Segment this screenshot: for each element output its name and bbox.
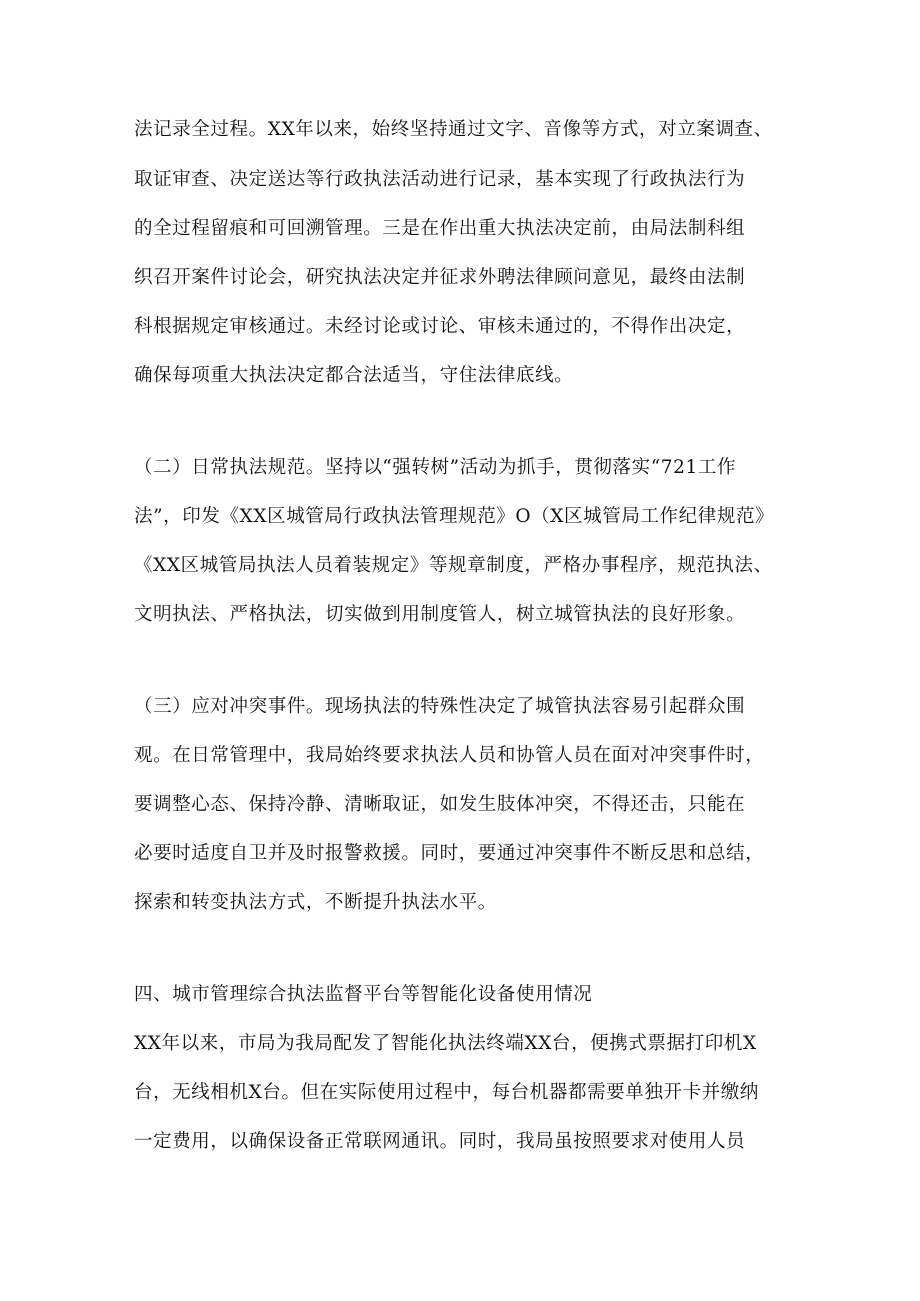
text-line: 观。在日常管理中，我局始终要求执法人员和协管人员在面对冲突事件时，: [134, 745, 765, 766]
text-line: （二）日常执法规范。坚持以“强转树”活动为抓手，贯彻落实“721工作: [134, 457, 737, 478]
text-line: XX年以来，市局为我局配发了智能化执法终端XX台，便携式票据打印机X: [134, 1033, 757, 1054]
text-line: 必要时适度自卫并及时报警救援。同时，要通过冲突事件不断反思和总结，: [134, 843, 765, 864]
section-heading: 四、城市管理综合执法监督平台等智能化设备使用情况: [134, 984, 593, 1005]
text-line: 要调整心态、保持冷静、清晰取证，如发生肢体冲突，不得还击，只能在: [134, 794, 746, 815]
text-line: 探索和转变执法方式，不断提升执法水平。: [134, 892, 497, 913]
text-line: 文明执法、严格执法，切实做到用制度管人，树立城管执法的良好形象。: [134, 604, 746, 625]
text-line: 织召开案件讨论会，研究执法决定并征求外聘法律顾问意见，最终由法制: [134, 267, 746, 288]
text-line: 法”，印发《XX区城管局行政执法管理规范》O（X区城管局工作纪律规范》: [134, 506, 775, 527]
text-line: 一定费用，以确保设备正常联网通讯。同时，我局虽按照要求对使用人员: [134, 1131, 746, 1152]
text-line: 的全过程留痕和可回溯管理。三是在作出重大执法决定前，由局法制科组: [134, 218, 746, 239]
text-line: （三）应对冲突事件。现场执法的特殊性决定了城管执法容易引起群众围: [134, 696, 746, 717]
text-line: 法记录全过程。XX年以来，始终坚持通过文字、音像等方式，对立案调查、: [134, 119, 773, 140]
text-line: 科根据规定审核通过。未经讨论或讨论、审核未通过的，不得作出决定，: [134, 316, 746, 337]
text-line: 取证审查、决定送达等行政执法活动进行记录，基本实现了行政执法行为: [134, 169, 746, 190]
text-line: 确保每项重大执法决定都合法适当，守住法律底线。: [134, 365, 574, 386]
text-line: 台，无线相机X台。但在实际使用过程中，每台机器都需要单独开卡并缴纳: [134, 1082, 759, 1103]
text-line: 《XX区城管局执法人员着装规定》等规章制度，严格办事程序，规范执法、: [134, 555, 773, 576]
